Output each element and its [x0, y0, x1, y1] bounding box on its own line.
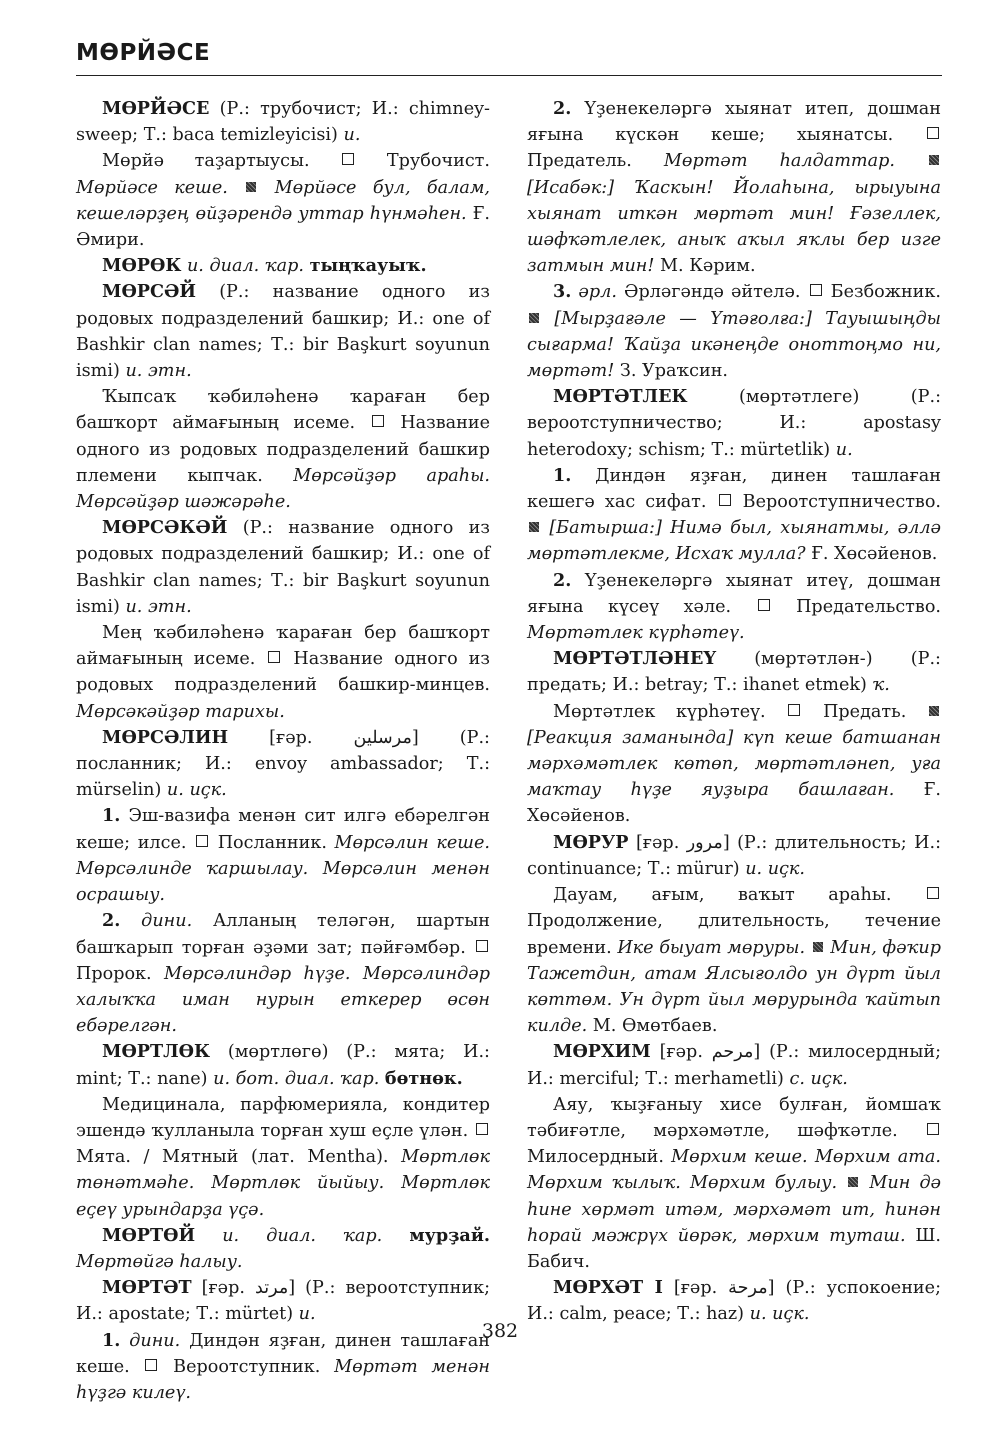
usage-example: Мөрсәлиндәр һүҙе. Мөрсәлиндәр халыҡҡа иман нурын еткерер өсөн ебәрелгән. — [76, 963, 490, 1037]
literary-quotation: [Исабәк:] Ҡаскын! Йолаһына, ырыуына хыянат иткән мөртәт мин! Ғәзеллек, шәфҡәтлелек, аныҡ аҡыл яҡлы бер изге затмын мин! — [527, 177, 941, 277]
dictionary-entry — [76, 96, 490, 148]
literary-quotation: Мин, фәҡир Тажетдин, атам Ялсығолдо ун дүрт йыл көттөм. Ун дүрт йыл мөрурында ҡайтып килде. — [527, 937, 941, 1037]
grammar-label: и. иҫк. — [745, 858, 806, 879]
quotation-source: М. Өмөтбаев. — [592, 1016, 718, 1037]
page-number: 382 — [481, 1320, 519, 1342]
entry-headword: МӨРӨК — [102, 255, 182, 277]
entry-sense — [76, 908, 490, 1039]
quotation-marker-icon — [813, 942, 823, 952]
dictionary-entry — [527, 1039, 941, 1091]
grammar-label: и. этн. — [125, 596, 192, 617]
right-column — [527, 96, 941, 1328]
russian-translation: Название одного из родовых подразделений башкир племени кыпчак. — [76, 413, 490, 486]
definition-text: Алланың теләгән, шартын башҡарып торған әҙәми зат; пәйғәмбәр. — [76, 911, 490, 958]
entry-equivalents: [ғәр. مرور] (Р.: длительность; И.: continuance; Т.: mürur) — [527, 832, 941, 879]
entry-sense — [527, 463, 941, 568]
dictionary-entry — [527, 646, 941, 698]
dictionary-entry — [76, 515, 490, 620]
entry-sense — [527, 1092, 941, 1275]
russian-translation: Продолжение, длительность, течение времени. — [527, 911, 941, 958]
russian-translation: Предать. — [823, 701, 928, 722]
entry-equivalents: (Р.: название одного из родовых подразделений башкир; И.: one of Bashkir clan names; Т.: bir Başkurt soyunun ismi) — [76, 282, 490, 382]
definition-text: Мөрйә таҙартыусы. — [102, 151, 341, 172]
definition-text: Мөртәтлек күрһәтеү. — [553, 701, 787, 722]
grammar-label: и. диал. ҡар. — [181, 256, 310, 277]
grammar-label: и. — [343, 125, 361, 146]
left-column — [76, 96, 490, 1406]
grammar-label: и. иҫк. — [166, 780, 227, 801]
literary-quotation: [Батырша:] Нимә был, хыянатмы, әллә мөртәтлекме, Исхаҡ мулла? — [527, 518, 941, 565]
translation-marker-icon — [810, 284, 822, 296]
translation-marker-icon — [372, 415, 384, 427]
definition-text: Медицинала, парфюмерияла, кондитер эшендә ҡулланыла торған хуш еҫле үлән. — [76, 1094, 490, 1141]
dictionary-entry — [76, 1223, 490, 1275]
definition-text: Мең ҡәбиләһенә ҡараған бер башҡорт аймағының исеме. — [76, 623, 490, 670]
usage-example: Мөртәт менән һүҙгә килеү. — [76, 1356, 490, 1403]
russian-translation: Посланник. — [217, 832, 335, 853]
usage-example: Мөрйәсе кеше. — [76, 177, 245, 198]
sense-number: 2. — [102, 910, 121, 932]
quotation-source: З. Ураҡсин. — [619, 361, 729, 382]
entry-headword: МӨРТӘТЛӘНЕҮ — [553, 648, 717, 670]
definition-text: Аяу, ҡыҙғаныу хисе булған, йомшаҡ тәбиғәтле, мәрхәмәтле, шәфҡәтле. — [527, 1094, 941, 1141]
definition-text: Үҙенекеләргә хыянат итеп, дошман яғына күскән кеше; хыянатсы. — [527, 99, 941, 146]
entry-equivalents: [ғәр. مرتد] (Р.: вероотступник; И.: apostate; Т.: mürtet) — [76, 1278, 490, 1325]
quotation-source: Ғ. Хөсәйенов. — [811, 544, 938, 565]
literary-quotation: [Мырҙағәле — Үтәғолға:] Тауышыңды сығарма! Ҡайҙа икәнеңде оноттоңмо ни, мөртәт! — [527, 308, 942, 382]
translation-marker-icon — [788, 704, 800, 716]
dictionary-entry — [527, 384, 941, 463]
usage-example: Мөрсәйҙәр араһы. Мөрсәйҙәр шәжәрәһе. — [76, 465, 490, 513]
grammar-label: и. диал. ҡар. — [195, 1225, 410, 1246]
quotation-marker-icon — [529, 522, 539, 532]
running-head: МӨРЙӘСЕ — [76, 40, 211, 66]
entry-headword: МӨРХИМ — [553, 1041, 651, 1063]
russian-translation: Пророк. — [76, 963, 165, 984]
entry-equivalents: [ғәр. مرحة] (Р.: успокоение; И.: calm, peace; Т.: haz) — [527, 1278, 941, 1325]
usage-example: Ике быуат мөруры. — [617, 937, 811, 958]
grammar-label: и. — [835, 439, 853, 460]
russian-translation: Предатель. — [527, 151, 664, 172]
entry-sense — [76, 1092, 490, 1223]
entry-headword: МӨРСӘЛИН — [102, 726, 229, 748]
entry-equivalents: [ғәр. مرحم] (Р.: милосердный; И.: merciful; Т.: merhametli) — [527, 1042, 941, 1089]
sense-number: 1. — [102, 805, 121, 827]
sense-number: 2. — [553, 569, 572, 591]
dictionary-entry — [76, 725, 490, 804]
russian-translation: Милосердный. — [527, 1147, 672, 1168]
russian-translation: Вероотступничество. — [742, 492, 942, 513]
translation-marker-icon — [476, 940, 488, 952]
quotation-source: Ғ. Хөсәйенов. — [527, 780, 941, 827]
usage-example: Мөртлөк төнәтмәһе. Мөртлөк йыйыу. Мөртлөк еҫеү урындарҙа үҫә. — [76, 1147, 490, 1220]
dictionary-entry — [76, 1039, 490, 1091]
quotation-marker-icon — [529, 313, 539, 323]
translation-marker-icon — [719, 494, 731, 506]
entry-headword: МӨРТЛӨК — [102, 1041, 211, 1063]
definition-text: Диндән яҙған, динен ташлаған кеше. — [76, 1330, 490, 1377]
header-rule — [76, 75, 942, 76]
literary-quotation: [Реакция заманында] күп кеше батшанан мәрхәмәтлек көтөп, мөртәтләнеп, уға маҡтау һүҙе яуҙыра башлаған. — [527, 727, 941, 801]
definition-text: Әрләгәндә әйтелә. — [616, 282, 808, 303]
usage-example: Мөрсәлин кеше. Мөрсәлинде ҡаршылау. Мөрсәлин менән осрашыу. — [76, 832, 490, 906]
entry-sense — [527, 882, 941, 1039]
translation-marker-icon — [196, 835, 208, 847]
russian-translation: Безбожник. — [830, 282, 941, 303]
russian-translation: Вероотступник. — [173, 1356, 335, 1377]
definition-text: Эш-вазифа менән сит илгә ебәрелгән кеше; илсе. — [76, 806, 490, 853]
literary-quotation: Мин дә һине хөрмәт итәм, мәрхәмәт ит, һинән һорай мәжрүх йөрәк, мөрхим туташ. — [527, 1173, 942, 1246]
definition-text: Диндән яҙған, динен ташлаған кешегә хас сифат. — [527, 465, 941, 513]
entry-equivalents: (мөртәтлеге) (Р.: вероотступничество; И.: apostasy heterodoxy; schism; Т.: mürtetlik) — [527, 387, 941, 460]
usage-example: Мөртәтлек күрһәтеү. — [527, 623, 745, 644]
entry-headword: МӨРСӘКӘЙ — [102, 517, 228, 539]
translation-marker-icon — [758, 599, 770, 611]
grammar-label: и. — [298, 1304, 316, 1325]
sense-number: 1. — [102, 1329, 121, 1351]
entry-sense — [76, 620, 490, 725]
grammar-label: и. этн. — [125, 361, 192, 382]
entry-headword: МӨРУР — [553, 831, 629, 853]
grammar-label: ҡ. — [872, 675, 890, 696]
quotation-marker-icon — [929, 706, 939, 716]
translation-marker-icon — [145, 1359, 157, 1371]
entry-headword: МӨРТӘТЛЕК — [553, 386, 688, 408]
dictionary-entry — [76, 253, 490, 279]
entry-equivalents: [ғәр. مرسلين] (Р.: посланник; И.: envoy ambassador; Т.: mürselin) — [76, 727, 490, 801]
grammar-label: и. иҫк. — [749, 1304, 810, 1325]
sense-number: 2. — [553, 98, 572, 119]
literary-quotation: Мөрйәсе бул, балам, кешеләрҙең өйҙәрендә уттар һүнмәһен. — [76, 177, 491, 224]
usage-example: Мөртәт һалдаттар. — [663, 151, 927, 172]
entry-sense — [76, 803, 490, 908]
grammar-label: с. иҫк. — [789, 1068, 848, 1089]
sense-number: 3. — [553, 281, 572, 303]
russian-translation: Предательство. — [796, 596, 942, 617]
definition-text: Үҙенекеләргә хыянат итеү, дошман яғына күсеү хәле. — [527, 570, 941, 617]
entry-sense — [527, 96, 941, 279]
sense-number: 1. — [553, 464, 572, 486]
translation-marker-icon — [927, 887, 939, 899]
sense-label: дини. — [120, 911, 193, 932]
definition-text: Дауам, ағым, ваҡыт араһы. — [553, 885, 925, 906]
usage-example: Мөрсәкәйҙәр тарихы. — [76, 701, 285, 722]
entry-sense — [527, 279, 941, 384]
quotation-source: Ш. Бабич. — [527, 1225, 941, 1272]
cross-reference: мурҙай. — [409, 1224, 490, 1246]
quotation-source: М. Кәрим. — [660, 256, 756, 277]
russian-translation: Трубочист. — [386, 151, 490, 172]
russian-translation: Мята. / Мятный (лат. Mentha). — [76, 1147, 402, 1168]
entry-sense — [527, 568, 941, 647]
entry-equivalents: (Р.: название одного из родовых подразделений башкир; И.: one of Bashkir clan names; Т.: bir Başkurt soyunun ismi) — [76, 518, 490, 617]
entry-headword: МӨРСӘЙ — [102, 281, 196, 303]
entry-equivalents: (Р.: трубочист; И.: chimney-sweep; Т.: baca temizleyicisi) — [76, 99, 490, 146]
quotation-marker-icon — [929, 155, 939, 165]
entry-equivalents: (мөртлөгө) (Р.: мята; И.: mint; Т.: nane) — [76, 1042, 490, 1089]
entry-headword: МӨРТӨЙ — [102, 1224, 196, 1246]
cross-reference: тыңҡауыҡ. — [309, 255, 427, 277]
russian-translation: Название одного из родовых подразделений башкир-минцев. — [76, 649, 491, 696]
sense-label: дини. — [120, 1330, 181, 1351]
dictionary-entry — [527, 830, 941, 882]
sense-label: әрл. — [571, 282, 617, 303]
entry-sense — [76, 148, 490, 253]
translation-marker-icon — [342, 153, 354, 165]
entry-sense — [76, 384, 490, 515]
translation-marker-icon — [476, 1123, 488, 1135]
usage-example: Мөртөйгә һалыу. — [76, 1251, 243, 1272]
translation-marker-icon — [927, 1123, 939, 1135]
entry-headword: МӨРХӘТ I — [553, 1277, 663, 1299]
entry-equivalents: (мөртәтлән-) (Р.: предать; И.: betray; Т.: ihanet etmek) — [527, 649, 941, 696]
translation-marker-icon — [268, 651, 280, 663]
quotation-marker-icon — [848, 1177, 858, 1187]
usage-example: Мөрхим кеше. Мөрхим ата. Мөрхим ҡылыҡ. Мөрхим булыу. — [527, 1147, 941, 1194]
definition-text: Ҡыпсаҡ ҡәбиләһенә ҡараған бер башҡорт аймағының исеме. — [76, 387, 490, 434]
quotation-marker-icon — [246, 182, 256, 192]
entry-sense — [527, 699, 941, 830]
quotation-source: Ғ. Әмири. — [76, 203, 490, 251]
translation-marker-icon — [927, 127, 939, 139]
grammar-label: и. бот. диал. ҡар. — [213, 1068, 385, 1089]
entry-headword: МӨРЙӘСЕ — [102, 98, 210, 119]
cross-reference: бөтнөк. — [384, 1067, 463, 1089]
entry-headword: МӨРТӘТ — [102, 1277, 192, 1299]
dictionary-entry — [76, 279, 490, 384]
